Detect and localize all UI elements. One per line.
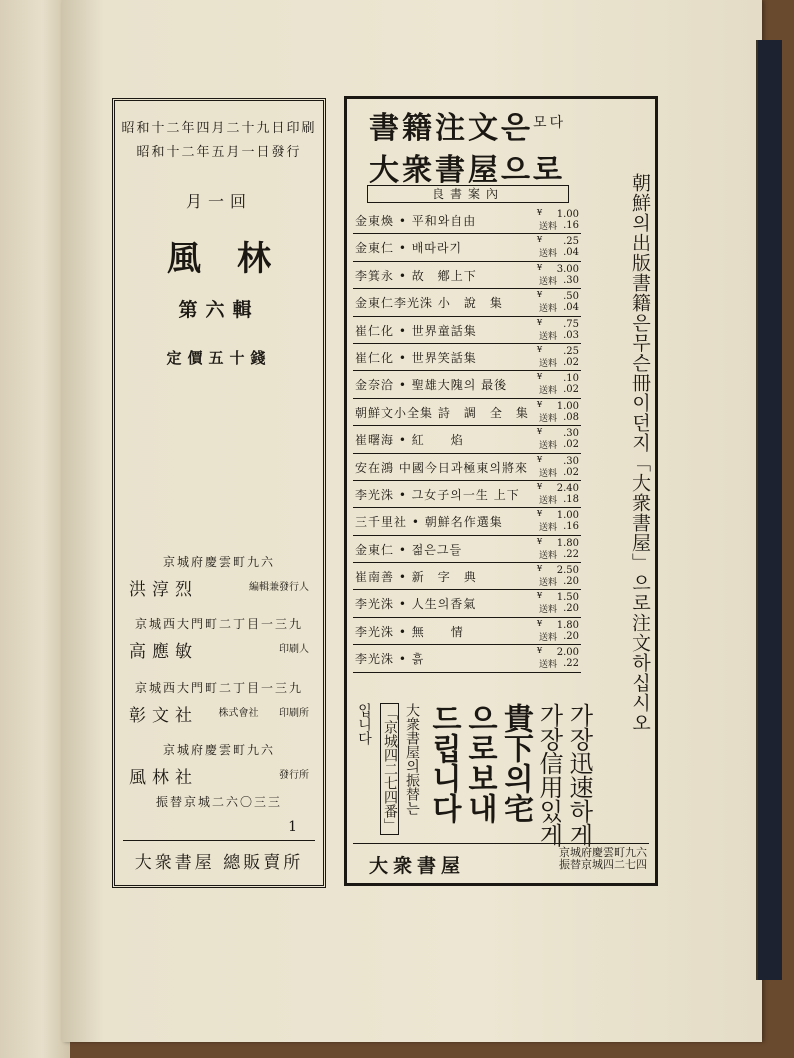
ad-copy-4: 으로보내: [462, 703, 497, 823]
ad-footer-address: [559, 847, 647, 871]
editor-address: 京城府慶雲町九六: [162, 555, 275, 569]
yen-sign: ¥: [537, 618, 543, 628]
printer-role: 印刷人: [279, 644, 309, 655]
editor-line: [129, 575, 309, 600]
book-entry: [353, 344, 581, 371]
press-type: 株式會社: [218, 708, 259, 719]
book-entry: [353, 563, 581, 590]
book-price: 1.00: [556, 209, 579, 220]
book-price: 1.00: [556, 510, 579, 522]
yen-sign: ¥: [537, 399, 543, 409]
shipping-label: 送料: [539, 523, 558, 534]
book-price: 1.50: [556, 592, 579, 604]
ad-copy-2: 가장信用있게: [535, 703, 563, 847]
book-title: 崔仁化 • 世界笑話集: [355, 350, 477, 365]
book-price: .75: [563, 318, 579, 330]
yen-sign: ¥: [537, 427, 543, 437]
yen-sign: ¥: [537, 536, 543, 546]
ad-headline-2: 大衆書屋으로: [369, 153, 565, 188]
book-title: 金東仁 • 젊은그들: [355, 542, 463, 557]
book-shipping: .02: [563, 384, 579, 396]
book-shipping: .16: [563, 220, 579, 231]
colophon-box: [112, 98, 326, 888]
book-shipping: .03: [563, 329, 579, 341]
book-entry: [353, 590, 581, 617]
book-price: .50: [563, 291, 579, 303]
ad-copy-7: 「京城四二七四番」: [380, 703, 399, 835]
magazine-title: 風林: [167, 239, 307, 279]
book-price: 2.50: [556, 565, 579, 577]
press-address: 京城西大門町二丁目一三九: [134, 681, 303, 695]
yen-sign: ¥: [537, 481, 543, 491]
volume-number: 第六輯: [178, 299, 260, 321]
book-title: 崔仁化 • 世界童話集: [355, 323, 477, 338]
ad-footer-rule: [353, 843, 649, 844]
book-shipping: .22: [563, 548, 579, 560]
press-name: 彰文社: [129, 706, 198, 726]
yen-sign: ¥: [537, 262, 543, 272]
book-title: 金東仁李光洙 小 說 集: [355, 296, 503, 311]
yen-sign: ¥: [537, 235, 543, 245]
book-title: 三千里社 • 朝鮮名作選集: [355, 515, 503, 530]
shipping-label: 送料: [539, 276, 558, 287]
shipping-label: 送料: [539, 605, 558, 616]
printer-line: [129, 637, 309, 662]
ad-copy-6: 大衆書屋의振替는: [404, 703, 420, 815]
ad-headline-1-small: 모다: [532, 115, 567, 131]
editor-name: 洪淳烈: [129, 580, 198, 600]
book-price: .30: [563, 428, 579, 440]
ad-transfer-line: 振替京城四二七四: [559, 858, 647, 872]
book-shipping: .16: [563, 521, 579, 533]
book-price: .10: [563, 373, 579, 385]
issue-date: 昭和十二年五月一日發行: [136, 145, 302, 160]
yen-sign: ¥: [537, 372, 543, 382]
yen-sign: ¥: [537, 509, 543, 519]
book-price: 1.00: [556, 400, 579, 412]
transfer-account: 振替京城二六〇三三: [155, 795, 282, 809]
book-shipping: .02: [563, 356, 579, 368]
book-price: 2.00: [556, 647, 579, 659]
book-shipping: .04: [563, 247, 579, 259]
shipping-label: 送料: [539, 386, 558, 397]
book-list: [353, 207, 581, 673]
colophon-rule: [123, 840, 315, 841]
book-title: 李光洙 • 無 情: [355, 624, 464, 639]
yen-sign: ¥: [537, 454, 543, 464]
book-title: 金東煥 • 平和와自由: [355, 214, 477, 228]
book-title: 李光洙 • 그女子의一生 上下: [355, 487, 520, 502]
book-title: 李箕永 • 故 鄕上下: [355, 268, 477, 283]
book-entry: [353, 317, 581, 344]
book-shipping: .02: [563, 466, 579, 478]
shipping-label: 送料: [539, 249, 558, 260]
book-entry: [353, 426, 581, 453]
yen-sign: ¥: [537, 208, 543, 217]
yen-sign: ¥: [537, 564, 543, 574]
book-title: 安在鴻 中國今日과極東의將來: [355, 460, 528, 475]
shipping-label: 送料: [539, 222, 558, 232]
book-shipping: .22: [563, 658, 579, 670]
book-price: .25: [563, 345, 579, 357]
shipping-label: 送料: [539, 660, 558, 671]
ad-headline-1-text: 書籍注文은: [369, 111, 533, 146]
ad-copy-3: 貴下의宅: [498, 703, 533, 823]
book-cover-edge: [756, 40, 782, 980]
shipping-label: 送料: [539, 632, 558, 643]
price: 定價五十錢: [166, 349, 272, 367]
book-shipping: .04: [563, 302, 579, 314]
yen-sign: ¥: [537, 317, 543, 327]
section-mark: 1: [288, 819, 297, 835]
printer-address: 京城西大門町二丁目一三九: [134, 617, 303, 631]
book-entry: [353, 481, 581, 508]
shipping-label: 送料: [539, 550, 558, 561]
book-entry: [353, 645, 581, 672]
ad-copy-1: 가장迅速하게: [565, 703, 593, 847]
printer-name: 高應敏: [129, 642, 198, 662]
shipping-label: 送料: [539, 304, 558, 315]
publisher-address: 京城府慶雲町九六: [162, 743, 275, 757]
press-line: [129, 701, 309, 726]
print-date: 昭和十二年四月二十九日印刷: [121, 121, 317, 136]
ad-side-text: 朝鮮의出版書籍은무슨冊이던지「大衆書屋」으로注文하십시오: [629, 173, 651, 733]
ad-footer-name: 大衆書屋: [369, 855, 466, 877]
ad-copy-8: 입니다: [356, 703, 372, 745]
book-price: 3.00: [556, 263, 579, 275]
book-title: 李光洙 • 人生의香氣: [355, 597, 477, 612]
publisher-line: [129, 763, 309, 788]
ad-headline-1: [369, 103, 566, 147]
editor-role: 編輯兼發行人: [249, 582, 309, 593]
publisher-name: 風林社: [129, 768, 198, 788]
book-entry: [353, 454, 581, 481]
book-title: 金奈洽 • 聖雄大隗의 最後: [355, 378, 508, 393]
distributor-name: 大衆書屋: [134, 853, 215, 873]
book-shipping: .20: [563, 603, 579, 615]
book-title: 朝鮮文小全集 詩 調 全 集: [355, 405, 529, 420]
book-shipping: .20: [563, 630, 579, 642]
book-entry: [353, 234, 581, 261]
book-entry: [353, 618, 581, 645]
book-title: 崔曙海 • 紅 焰: [355, 433, 464, 448]
shipping-label: 送料: [539, 441, 558, 452]
yen-sign: ¥: [537, 344, 543, 354]
book-entry: [353, 207, 581, 234]
book-shipping: .30: [563, 274, 579, 286]
book-price: 1.80: [556, 537, 579, 549]
yen-sign: ¥: [537, 290, 543, 300]
book-entry: [353, 262, 581, 289]
book-shipping: .18: [563, 493, 579, 505]
shipping-label: 送料: [539, 413, 558, 424]
book-entry: [353, 399, 581, 426]
book-shipping: .02: [563, 439, 579, 451]
book-price: .25: [563, 236, 579, 248]
edition: 月一回: [185, 192, 252, 211]
shipping-label: 送料: [539, 578, 558, 589]
book-shipping: .20: [563, 576, 579, 588]
book-guide-label: 良書案內: [367, 185, 569, 203]
shipping-label: 送料: [539, 358, 558, 369]
book-entry: [353, 536, 581, 563]
press-role: 印刷所: [279, 708, 309, 719]
book-entry: [353, 371, 581, 398]
distributor-role: 總販賣所: [223, 853, 304, 873]
shipping-label: 送料: [539, 468, 558, 479]
book-price: .30: [563, 455, 579, 467]
shipping-label: 送料: [539, 331, 558, 342]
shipping-label: 送料: [539, 495, 558, 506]
book-price: 2.40: [556, 482, 579, 494]
ad-copy-5: 드립니다: [426, 703, 461, 823]
book-entry: [353, 289, 581, 316]
book-price: 1.80: [556, 619, 579, 631]
book-shipping: .08: [563, 411, 579, 423]
book-title: 崔南善 • 新 字 典: [355, 570, 477, 585]
book-title: 李光洙 • 흙: [355, 652, 425, 667]
book-entry: [353, 508, 581, 535]
yen-sign: ¥: [537, 646, 543, 656]
publisher-role: 發行所: [279, 770, 309, 781]
book-title: 金東仁 • 배따라기: [355, 241, 463, 256]
bookstore-ad: [344, 96, 658, 886]
yen-sign: ¥: [537, 591, 543, 601]
ad-address-line: 京城府慶雲町九六: [559, 846, 647, 859]
distributor-line: [115, 848, 323, 873]
facing-page: [0, 0, 70, 1058]
